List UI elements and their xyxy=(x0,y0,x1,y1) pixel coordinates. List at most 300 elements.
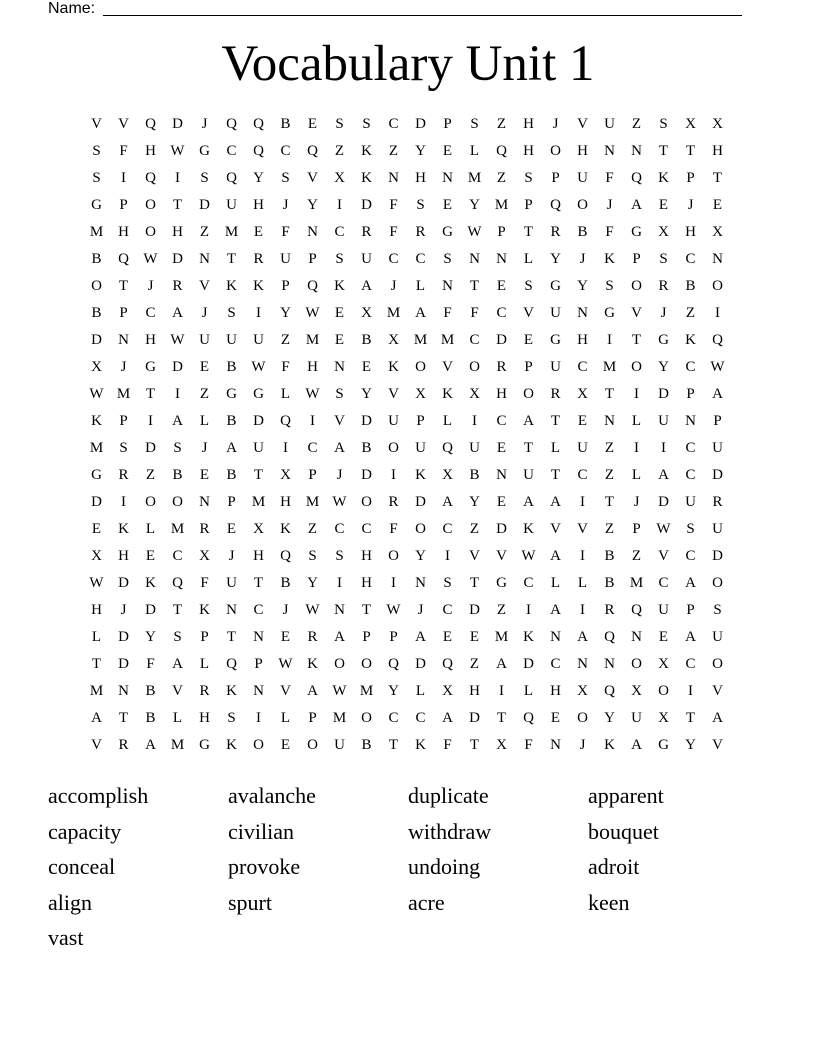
grid-letter[interactable]: E xyxy=(577,413,588,429)
grid-letter[interactable]: L xyxy=(280,386,291,402)
grid-letter[interactable]: N xyxy=(334,359,345,375)
grid-letter[interactable]: D xyxy=(712,467,723,483)
grid-letter[interactable]: J xyxy=(390,278,397,294)
grid-letter[interactable]: X xyxy=(496,737,507,753)
grid-letter[interactable]: Q xyxy=(523,710,534,726)
grid-letter[interactable]: K xyxy=(226,737,237,753)
grid-letter[interactable]: D xyxy=(172,359,183,375)
grid-letter[interactable]: R xyxy=(712,494,723,510)
grid-letter[interactable]: U xyxy=(658,413,669,429)
grid-letter[interactable]: Z xyxy=(199,386,210,402)
grid-letter[interactable]: P xyxy=(551,170,560,186)
grid-letter[interactable]: D xyxy=(91,332,102,348)
grid-letter[interactable]: Z xyxy=(604,440,615,456)
grid-letter[interactable]: U xyxy=(523,467,534,483)
grid-letter[interactable]: V xyxy=(334,413,345,429)
grid-letter[interactable]: W xyxy=(278,656,293,672)
grid-letter[interactable]: G xyxy=(658,332,669,348)
grid-letter[interactable]: V xyxy=(91,116,102,132)
grid-letter[interactable]: I xyxy=(256,305,261,321)
grid-letter[interactable]: N xyxy=(307,224,318,240)
grid-letter[interactable]: T xyxy=(118,710,129,726)
grid-letter[interactable]: J xyxy=(687,197,694,213)
grid-letter[interactable]: C xyxy=(334,521,345,537)
grid-letter[interactable]: J xyxy=(201,116,208,132)
grid-letter[interactable]: Y xyxy=(577,278,588,294)
grid-letter[interactable]: K xyxy=(685,332,696,348)
grid-letter[interactable]: G xyxy=(550,278,561,294)
grid-letter[interactable]: O xyxy=(712,278,723,294)
grid-letter[interactable]: A xyxy=(172,413,183,429)
grid-letter[interactable]: M xyxy=(116,386,131,402)
grid-letter[interactable]: N xyxy=(577,656,588,672)
grid-letter[interactable]: J xyxy=(201,305,208,321)
grid-letter[interactable]: K xyxy=(361,170,372,186)
grid-letter[interactable]: E xyxy=(145,548,156,564)
grid-letter[interactable]: V xyxy=(577,521,588,537)
grid-letter[interactable]: J xyxy=(336,467,343,483)
grid-letter[interactable]: T xyxy=(469,278,480,294)
grid-letter[interactable]: C xyxy=(226,143,237,159)
grid-letter[interactable]: C xyxy=(577,359,588,375)
grid-letter[interactable]: H xyxy=(550,683,561,699)
grid-letter[interactable]: H xyxy=(523,143,534,159)
grid-letter[interactable]: O xyxy=(658,683,669,699)
grid-letter[interactable]: B xyxy=(172,467,183,483)
grid-letter[interactable]: O xyxy=(712,656,723,672)
grid-letter[interactable]: V xyxy=(712,683,723,699)
grid-letter[interactable]: S xyxy=(281,170,290,186)
grid-letter[interactable]: T xyxy=(604,494,615,510)
grid-letter[interactable]: B xyxy=(280,116,291,132)
grid-letter[interactable]: W xyxy=(710,359,725,375)
grid-letter[interactable]: F xyxy=(389,224,398,240)
grid-letter[interactable]: I xyxy=(391,575,396,591)
grid-letter[interactable]: A xyxy=(658,467,669,483)
grid-letter[interactable]: F xyxy=(524,737,533,753)
grid-letter[interactable]: D xyxy=(415,116,426,132)
grid-letter[interactable]: R xyxy=(658,278,669,294)
grid-letter[interactable]: P xyxy=(119,197,128,213)
grid-letter[interactable]: X xyxy=(280,467,291,483)
grid-letter[interactable]: O xyxy=(631,656,642,672)
grid-letter[interactable]: G xyxy=(199,143,210,159)
grid-letter[interactable]: D xyxy=(361,197,372,213)
grid-letter[interactable]: A xyxy=(172,305,183,321)
grid-letter[interactable]: O xyxy=(415,359,426,375)
grid-letter[interactable]: Y xyxy=(388,683,399,699)
grid-letter[interactable]: Y xyxy=(415,548,426,564)
grid-letter[interactable]: P xyxy=(443,116,452,132)
grid-letter[interactable]: T xyxy=(469,575,480,591)
grid-letter[interactable]: T xyxy=(685,710,696,726)
grid-letter[interactable]: S xyxy=(119,440,128,456)
grid-letter[interactable]: L xyxy=(469,143,480,159)
grid-letter[interactable]: K xyxy=(145,575,156,591)
grid-letter[interactable]: C xyxy=(469,332,480,348)
grid-letter[interactable]: S xyxy=(200,170,209,186)
grid-letter[interactable]: B xyxy=(91,305,102,321)
grid-letter[interactable]: N xyxy=(550,629,561,645)
grid-letter[interactable]: A xyxy=(91,710,102,726)
grid-letter[interactable]: B xyxy=(361,440,372,456)
grid-letter[interactable]: A xyxy=(631,737,642,753)
grid-letter[interactable]: W xyxy=(305,305,320,321)
grid-letter[interactable]: X xyxy=(658,710,669,726)
grid-letter[interactable]: J xyxy=(282,197,289,213)
grid-letter[interactable]: C xyxy=(523,575,534,591)
grid-letter[interactable]: V xyxy=(658,548,669,564)
grid-letter[interactable]: Z xyxy=(199,224,210,240)
grid-letter[interactable]: S xyxy=(227,710,236,726)
grid-letter[interactable]: S xyxy=(92,143,101,159)
grid-letter[interactable]: X xyxy=(712,116,723,132)
grid-letter[interactable]: J xyxy=(579,737,586,753)
grid-letter[interactable]: B xyxy=(145,710,156,726)
grid-letter[interactable]: S xyxy=(524,170,533,186)
grid-letter[interactable]: W xyxy=(467,224,482,240)
grid-letter[interactable]: L xyxy=(145,521,156,537)
grid-letter[interactable]: M xyxy=(629,575,644,591)
grid-letter[interactable]: T xyxy=(253,575,264,591)
grid-letter[interactable]: J xyxy=(606,197,613,213)
grid-letter[interactable]: Q xyxy=(172,575,183,591)
grid-letter[interactable]: T xyxy=(685,143,696,159)
grid-letter[interactable]: Y xyxy=(469,197,480,213)
grid-letter[interactable]: V xyxy=(712,737,723,753)
grid-letter[interactable]: W xyxy=(305,386,320,402)
grid-letter[interactable]: X xyxy=(577,386,588,402)
grid-letter[interactable]: T xyxy=(253,467,264,483)
grid-letter[interactable]: D xyxy=(415,656,426,672)
grid-letter[interactable]: C xyxy=(658,575,669,591)
grid-letter[interactable]: Q xyxy=(631,170,642,186)
grid-letter[interactable]: B xyxy=(91,251,102,267)
grid-letter[interactable]: S xyxy=(173,440,182,456)
grid-letter[interactable]: P xyxy=(686,386,695,402)
grid-letter[interactable]: E xyxy=(442,629,453,645)
grid-letter[interactable]: N xyxy=(334,602,345,618)
grid-letter[interactable]: K xyxy=(334,278,345,294)
grid-letter[interactable]: O xyxy=(469,359,480,375)
grid-letter[interactable]: Y xyxy=(658,359,669,375)
grid-letter[interactable]: S xyxy=(227,305,236,321)
grid-letter[interactable]: Z xyxy=(469,656,480,672)
grid-letter[interactable]: W xyxy=(143,251,158,267)
grid-letter[interactable]: R xyxy=(496,359,507,375)
grid-letter[interactable]: Y xyxy=(280,305,291,321)
grid-letter[interactable]: C xyxy=(577,467,588,483)
grid-letter[interactable]: H xyxy=(118,548,129,564)
grid-letter[interactable]: I xyxy=(580,494,585,510)
grid-letter[interactable]: N xyxy=(388,170,399,186)
grid-letter[interactable]: Z xyxy=(388,143,399,159)
grid-letter[interactable]: C xyxy=(496,413,507,429)
grid-letter[interactable]: H xyxy=(145,332,156,348)
grid-letter[interactable]: I xyxy=(715,305,720,321)
grid-letter[interactable]: P xyxy=(281,278,290,294)
grid-letter[interactable]: T xyxy=(469,737,480,753)
grid-letter[interactable]: G xyxy=(496,575,507,591)
grid-letter[interactable]: Z xyxy=(496,602,507,618)
grid-letter[interactable]: B xyxy=(604,548,615,564)
grid-letter[interactable]: A xyxy=(226,440,237,456)
grid-letter[interactable]: R xyxy=(550,386,561,402)
grid-letter[interactable]: M xyxy=(170,737,185,753)
grid-letter[interactable]: Z xyxy=(280,332,291,348)
grid-letter[interactable]: Q xyxy=(496,143,507,159)
grid-letter[interactable]: X xyxy=(415,386,426,402)
grid-letter[interactable]: S xyxy=(659,116,668,132)
grid-letter[interactable]: Y xyxy=(145,629,156,645)
grid-letter[interactable]: L xyxy=(523,683,534,699)
grid-letter[interactable]: X xyxy=(388,332,399,348)
grid-letter[interactable]: U xyxy=(361,251,372,267)
grid-letter[interactable]: A xyxy=(712,386,723,402)
grid-letter[interactable]: Y xyxy=(604,710,615,726)
grid-letter[interactable]: I xyxy=(337,575,342,591)
grid-letter[interactable]: F xyxy=(389,521,398,537)
grid-letter[interactable]: U xyxy=(334,737,345,753)
grid-letter[interactable]: O xyxy=(577,197,588,213)
grid-letter[interactable]: W xyxy=(89,575,104,591)
grid-letter[interactable]: V xyxy=(280,683,291,699)
grid-letter[interactable]: O xyxy=(631,278,642,294)
grid-letter[interactable]: S xyxy=(335,116,344,132)
grid-letter[interactable]: S xyxy=(92,170,101,186)
grid-letter[interactable]: S xyxy=(173,629,182,645)
grid-letter[interactable]: R xyxy=(172,278,183,294)
grid-letter[interactable]: O xyxy=(388,548,399,564)
grid-letter[interactable]: I xyxy=(175,170,180,186)
grid-letter[interactable]: X xyxy=(658,224,669,240)
grid-letter[interactable]: Q xyxy=(307,278,318,294)
grid-letter[interactable]: M xyxy=(602,359,617,375)
grid-letter[interactable]: H xyxy=(361,548,372,564)
grid-letter[interactable]: S xyxy=(443,251,452,267)
grid-letter[interactable]: R xyxy=(199,683,210,699)
grid-letter[interactable]: C xyxy=(145,305,156,321)
grid-letter[interactable]: Z xyxy=(469,521,480,537)
grid-letter[interactable]: L xyxy=(550,440,561,456)
grid-letter[interactable]: N xyxy=(442,170,453,186)
grid-letter[interactable]: C xyxy=(496,305,507,321)
grid-letter[interactable]: P xyxy=(686,170,695,186)
grid-letter[interactable]: R xyxy=(388,494,399,510)
grid-letter[interactable]: T xyxy=(226,629,237,645)
grid-letter[interactable]: R xyxy=(361,224,372,240)
grid-letter[interactable]: Q xyxy=(604,629,615,645)
grid-letter[interactable]: I xyxy=(580,602,585,618)
grid-letter[interactable]: D xyxy=(523,656,534,672)
grid-letter[interactable]: A xyxy=(577,629,588,645)
grid-letter[interactable]: H xyxy=(469,683,480,699)
grid-letter[interactable]: U xyxy=(550,305,561,321)
grid-letter[interactable]: C xyxy=(253,602,264,618)
grid-letter[interactable]: H xyxy=(523,116,534,132)
grid-letter[interactable]: C xyxy=(280,143,291,159)
grid-letter[interactable]: L xyxy=(415,683,426,699)
grid-letter[interactable]: N xyxy=(712,251,723,267)
grid-letter[interactable]: K xyxy=(307,656,318,672)
grid-letter[interactable]: C xyxy=(388,710,399,726)
grid-letter[interactable]: X xyxy=(199,548,210,564)
grid-letter[interactable]: D xyxy=(415,494,426,510)
grid-letter[interactable]: W xyxy=(656,521,671,537)
grid-letter[interactable]: Q xyxy=(631,602,642,618)
grid-letter[interactable]: E xyxy=(199,359,210,375)
grid-letter[interactable]: Q xyxy=(226,116,237,132)
grid-letter[interactable]: M xyxy=(467,170,482,186)
grid-letter[interactable]: P xyxy=(632,521,641,537)
name-blank-line[interactable] xyxy=(103,15,742,16)
grid-letter[interactable]: C xyxy=(388,116,399,132)
grid-letter[interactable]: P xyxy=(632,251,641,267)
grid-letter[interactable]: O xyxy=(145,224,156,240)
grid-letter[interactable]: T xyxy=(550,467,561,483)
grid-letter[interactable]: G xyxy=(604,305,615,321)
grid-letter[interactable]: M xyxy=(89,440,104,456)
grid-letter[interactable]: E xyxy=(550,710,561,726)
grid-letter[interactable]: C xyxy=(442,521,453,537)
grid-letter[interactable]: O xyxy=(172,494,183,510)
grid-letter[interactable]: T xyxy=(604,386,615,402)
grid-letter[interactable]: R xyxy=(118,467,129,483)
grid-letter[interactable]: W xyxy=(332,494,347,510)
grid-letter[interactable]: F xyxy=(470,305,479,321)
grid-letter[interactable]: P xyxy=(254,656,263,672)
grid-letter[interactable]: X xyxy=(334,170,345,186)
grid-letter[interactable]: C xyxy=(550,656,561,672)
grid-letter[interactable]: U xyxy=(226,332,237,348)
grid-letter[interactable]: U xyxy=(577,170,588,186)
grid-letter[interactable]: A xyxy=(685,575,696,591)
grid-letter[interactable]: V xyxy=(91,737,102,753)
grid-letter[interactable]: S xyxy=(470,116,479,132)
grid-letter[interactable]: A xyxy=(496,656,507,672)
grid-letter[interactable]: Y xyxy=(415,143,426,159)
grid-letter[interactable]: V xyxy=(118,116,129,132)
grid-letter[interactable]: H xyxy=(253,548,264,564)
grid-letter[interactable]: N xyxy=(199,251,210,267)
grid-letter[interactable]: N xyxy=(631,143,642,159)
grid-letter[interactable]: H xyxy=(118,224,129,240)
grid-letter[interactable]: O xyxy=(361,710,372,726)
name-field[interactable] xyxy=(48,0,742,18)
grid-letter[interactable]: J xyxy=(633,494,640,510)
grid-letter[interactable]: W xyxy=(305,602,320,618)
grid-letter[interactable]: J xyxy=(552,116,559,132)
grid-letter[interactable]: E xyxy=(280,737,291,753)
grid-letter[interactable]: N xyxy=(253,629,264,645)
grid-letter[interactable]: C xyxy=(685,359,696,375)
grid-letter[interactable]: M xyxy=(359,683,374,699)
grid-letter[interactable]: Q xyxy=(604,683,615,699)
grid-letter[interactable]: F xyxy=(281,224,290,240)
grid-letter[interactable]: P xyxy=(524,197,533,213)
grid-letter[interactable]: U xyxy=(577,440,588,456)
grid-letter[interactable]: N xyxy=(604,413,615,429)
grid-letter[interactable]: I xyxy=(526,602,531,618)
grid-letter[interactable]: A xyxy=(334,629,345,645)
grid-letter[interactable]: E xyxy=(253,224,264,240)
grid-letter[interactable]: D xyxy=(658,386,669,402)
grid-letter[interactable]: J xyxy=(417,602,424,618)
grid-letter[interactable]: A xyxy=(550,494,561,510)
grid-letter[interactable]: T xyxy=(712,170,723,186)
grid-letter[interactable]: L xyxy=(199,656,210,672)
grid-letter[interactable]: K xyxy=(604,737,615,753)
grid-letter[interactable]: K xyxy=(658,170,669,186)
grid-letter[interactable]: B xyxy=(469,467,480,483)
grid-letter[interactable]: K xyxy=(280,521,291,537)
grid-letter[interactable]: N xyxy=(496,467,507,483)
grid-letter[interactable]: C xyxy=(361,521,372,537)
grid-letter[interactable]: D xyxy=(496,521,507,537)
grid-letter[interactable]: O xyxy=(523,386,534,402)
grid-letter[interactable]: R xyxy=(550,224,561,240)
grid-letter[interactable]: G xyxy=(658,737,669,753)
grid-letter[interactable]: A xyxy=(172,656,183,672)
grid-letter[interactable]: T xyxy=(118,278,129,294)
grid-letter[interactable]: I xyxy=(337,197,342,213)
grid-letter[interactable]: M xyxy=(494,197,509,213)
grid-letter[interactable]: I xyxy=(121,170,126,186)
grid-letter[interactable]: E xyxy=(442,143,453,159)
grid-letter[interactable]: O xyxy=(145,494,156,510)
grid-letter[interactable]: U xyxy=(388,413,399,429)
grid-letter[interactable]: U xyxy=(199,332,210,348)
grid-letter[interactable]: B xyxy=(226,359,237,375)
grid-letter[interactable]: K xyxy=(523,521,534,537)
letter-grid[interactable] xyxy=(83,111,731,759)
grid-letter[interactable]: P xyxy=(119,413,128,429)
grid-letter[interactable]: E xyxy=(442,197,453,213)
grid-letter[interactable]: K xyxy=(604,251,615,267)
grid-letter[interactable]: E xyxy=(307,116,318,132)
grid-letter[interactable]: M xyxy=(170,521,185,537)
grid-letter[interactable]: Q xyxy=(226,656,237,672)
grid-letter[interactable]: H xyxy=(280,494,291,510)
grid-letter[interactable]: Q xyxy=(253,116,264,132)
grid-letter[interactable]: K xyxy=(388,359,399,375)
grid-letter[interactable]: S xyxy=(362,116,371,132)
grid-letter[interactable]: P xyxy=(362,629,371,645)
grid-letter[interactable]: G xyxy=(253,386,264,402)
grid-letter[interactable]: G xyxy=(631,224,642,240)
grid-letter[interactable]: E xyxy=(334,305,345,321)
grid-letter[interactable]: C xyxy=(685,548,696,564)
grid-letter[interactable]: M xyxy=(494,629,509,645)
grid-letter[interactable]: E xyxy=(361,359,372,375)
grid-letter[interactable]: Q xyxy=(550,197,561,213)
grid-letter[interactable]: L xyxy=(415,278,426,294)
grid-letter[interactable]: E xyxy=(226,521,237,537)
grid-letter[interactable]: A xyxy=(550,548,561,564)
grid-letter[interactable]: V xyxy=(631,305,642,321)
grid-letter[interactable]: K xyxy=(253,278,264,294)
grid-letter[interactable]: R xyxy=(604,602,615,618)
grid-letter[interactable]: I xyxy=(472,413,477,429)
grid-letter[interactable]: D xyxy=(145,440,156,456)
grid-letter[interactable]: X xyxy=(631,683,642,699)
grid-letter[interactable]: E xyxy=(469,629,480,645)
grid-letter[interactable]: C xyxy=(415,251,426,267)
grid-letter[interactable]: N xyxy=(199,494,210,510)
grid-letter[interactable]: N xyxy=(226,602,237,618)
grid-letter[interactable]: D xyxy=(469,710,480,726)
grid-letter[interactable]: Z xyxy=(604,521,615,537)
